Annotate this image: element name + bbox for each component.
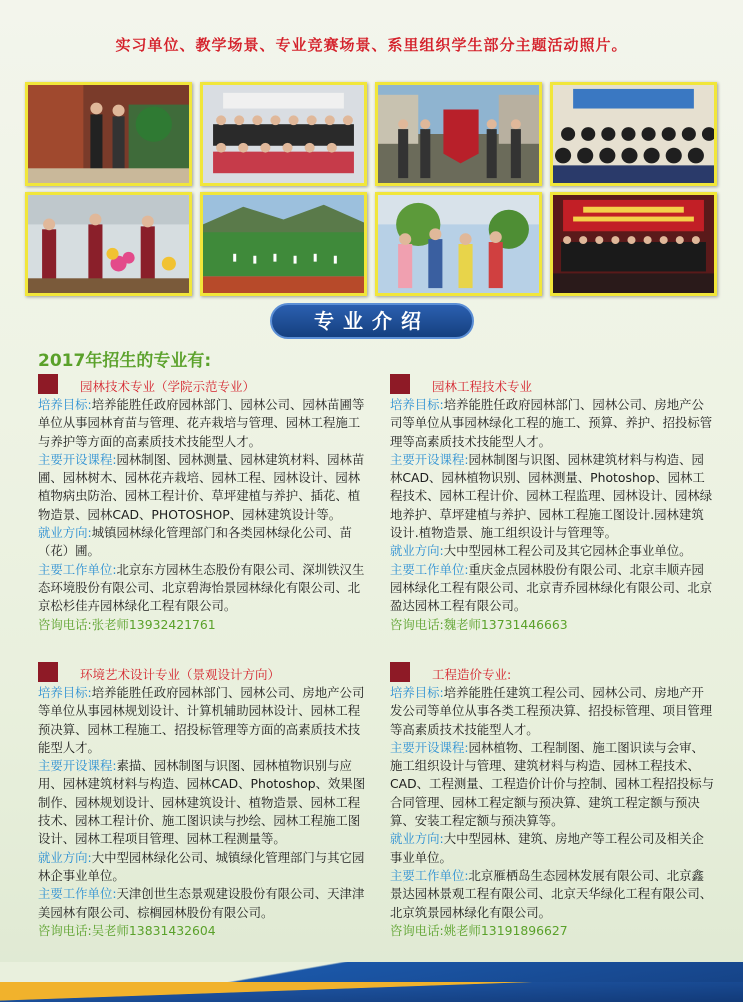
employers-text: 北京雁栖岛生态园林发展有限公司、北京鑫景达园林景观工程有限公司、北京天华绿化工程有限公司、北京筑景园林绿化有限公司。	[390, 867, 713, 920]
major-environmental-art	[38, 662, 366, 940]
phone-label: 咨询电话:	[390, 616, 444, 632]
goal-label: 培养目标:	[390, 685, 444, 700]
courses-text: 园林植物、工程制图、施工图识读与会审、施工组织设计与管理、建筑材料与构造、园林工程技术、CAD、工程测量、工程造价计价与控制、园林工程招投标与合同管理、园林工程定额与预决算、建筑工程定额与预决算、安装工程定额与预决算等。	[390, 739, 715, 829]
goal-text: 培养能胜任政府园林部门、园林公司、园林苗圃等单位从事园林育苗与管理、花卉栽培与管理、园林工程施工与养护等方面的高素质技术技能型人才。	[38, 397, 365, 449]
goal-text: 培养能胜任建筑工程公司、园林公司、房地产开发公司等单位从事各类工程预决算、招投标管理、项目管理等高素质技术技能型人才。	[390, 685, 713, 737]
major-engineering-cost	[390, 662, 716, 940]
goal-text: 培养能胜任政府园林部门、园林公司、房地产公司等单位从事园林规划设计、计算机辅助园林设计、园林工程预决算、园林工程施工、招投标管理等方面的高素质技术技能型人才。	[38, 685, 365, 755]
photo-outdoor-class	[375, 192, 542, 296]
employers-text: 天津创世生态景观建设股份有限公司、天津津美园林有限公司、棕榈园林股份有限公司。	[38, 886, 365, 920]
career-label: 就业方向:	[38, 849, 92, 865]
major-title: 工程造价专业:	[432, 667, 512, 682]
square-bullet-icon	[390, 374, 410, 394]
square-bullet-icon	[38, 662, 58, 682]
phone-label: 咨询电话:	[38, 616, 92, 632]
employers-text: 重庆金点园林股份有限公司、北京丰顺卉园园林绿化工程有限公司、北京青乔园林绿化有限公司、北京盈达园林工程有限公司。	[390, 561, 713, 614]
courses-label: 主要开设课程:	[390, 739, 469, 755]
photo-classroom	[550, 82, 717, 186]
career-label: 就业方向:	[390, 831, 444, 847]
goal-text: 培养能胜任政府园林部门、园林公司、房地产公司等单位从事园林绿化工程的施工、预算、养护、招投标管理等高素质技术技能型人才。	[390, 397, 713, 449]
photo-pennant-award	[375, 82, 542, 186]
phone-number: 魏老师13731446663	[443, 616, 568, 632]
courses-text: 素描、园林制图与识图、园林植物识别与应用、园林建筑材料与构造、园林CAD、Photoshop、效果图制作、园林规划设计、园林建筑设计、植物造景、园林工程技术、园林工程计价、施工图识读与抄绘、园林工程施工图设计、园林工程项目管理、园林工程测量等。	[38, 758, 366, 847]
square-bullet-icon	[390, 662, 410, 682]
photo-group-banner	[200, 82, 367, 186]
employers-label: 主要工作单位:	[38, 561, 117, 577]
photo-flower-competition	[25, 192, 192, 296]
phone-number: 姚老师13191896627	[443, 922, 568, 938]
career-text: 大中型园林、建筑、房地产等工程公司及相关企事业单位。	[390, 831, 704, 865]
employers-label: 主要工作单位:	[390, 867, 469, 883]
phone-label: 咨询电话:	[38, 922, 92, 938]
employers-label: 主要工作单位:	[390, 561, 469, 577]
section-banner: 专业介绍	[270, 303, 474, 339]
courses-label: 主要开设课程:	[38, 451, 117, 467]
photo-stage-ceremony	[550, 192, 717, 296]
career-text: 大中型园林工程公司及其它园林企事业单位。	[443, 543, 692, 559]
employers-label: 主要工作单位:	[38, 886, 117, 902]
square-bullet-icon	[38, 374, 58, 394]
phone-number: 张老师13932421761	[91, 616, 216, 632]
major-title: 园林工程技术专业	[432, 379, 533, 394]
career-text: 大中型园林绿化公司、城镇绿化管理部门与其它园林企事业单位。	[38, 849, 365, 883]
career-label: 就业方向:	[38, 525, 92, 541]
photo-office-visit	[25, 82, 192, 186]
career-label: 就业方向:	[390, 543, 444, 559]
goal-label: 培养目标:	[390, 397, 444, 412]
courses-label: 主要开设课程:	[390, 451, 469, 467]
career-text: 城镇园林绿化管理部门和各类园林绿化公司、苗（花）圃。	[38, 525, 352, 559]
intro-title: 2017年招生的专业有:	[38, 351, 212, 371]
courses-text: 园林制图、园林测量、园林建筑材料、园林苗圃、园林树木、园林花卉栽培、园林工程、园林设计、园林植物病虫防治、园林工程计价、草坪建植与养护、插花、植物造景、园林CAD、PHOTOSHOP、园林建筑设计等。	[38, 451, 365, 522]
phone-number: 吴老师13831432604	[91, 922, 216, 938]
photo-sports-field	[200, 192, 367, 296]
footer-ribbon-accent	[0, 982, 743, 1002]
major-title: 环境艺术设计专业（景观设计方向）	[80, 667, 281, 682]
major-landscape-engineering	[390, 374, 716, 634]
employers-text: 北京东方园林生态股份有限公司、深圳铁汉生态环境股份有限公司、北京碧海怡景园林绿化有限公司、北京松杉佳卉园林绿化工程有限公司。	[38, 561, 365, 614]
goal-label: 培养目标:	[38, 685, 92, 700]
major-landscape-tech	[38, 374, 366, 634]
courses-label: 主要开设课程:	[38, 758, 117, 774]
major-title: 园林技术专业（学院示范专业）	[80, 379, 256, 394]
courses-text: 园林制图与识图、园林建筑材料与构造、园林CAD、园林植物识别、园林测量、Photoshop、园林工程技术、园林工程计价、园林工程监理、园林设计、园林绿地养护、草坪建植与养护、园林工程施工图设计.园林建筑设计.植物造景、施工组织设计与管理等。	[390, 451, 713, 541]
goal-label: 培养目标:	[38, 397, 92, 412]
phone-label: 咨询电话:	[390, 922, 444, 938]
page-title: 实习单位、教学场景、专业竞赛场景、系里组织学生部分主题活动照片。	[115, 36, 628, 54]
